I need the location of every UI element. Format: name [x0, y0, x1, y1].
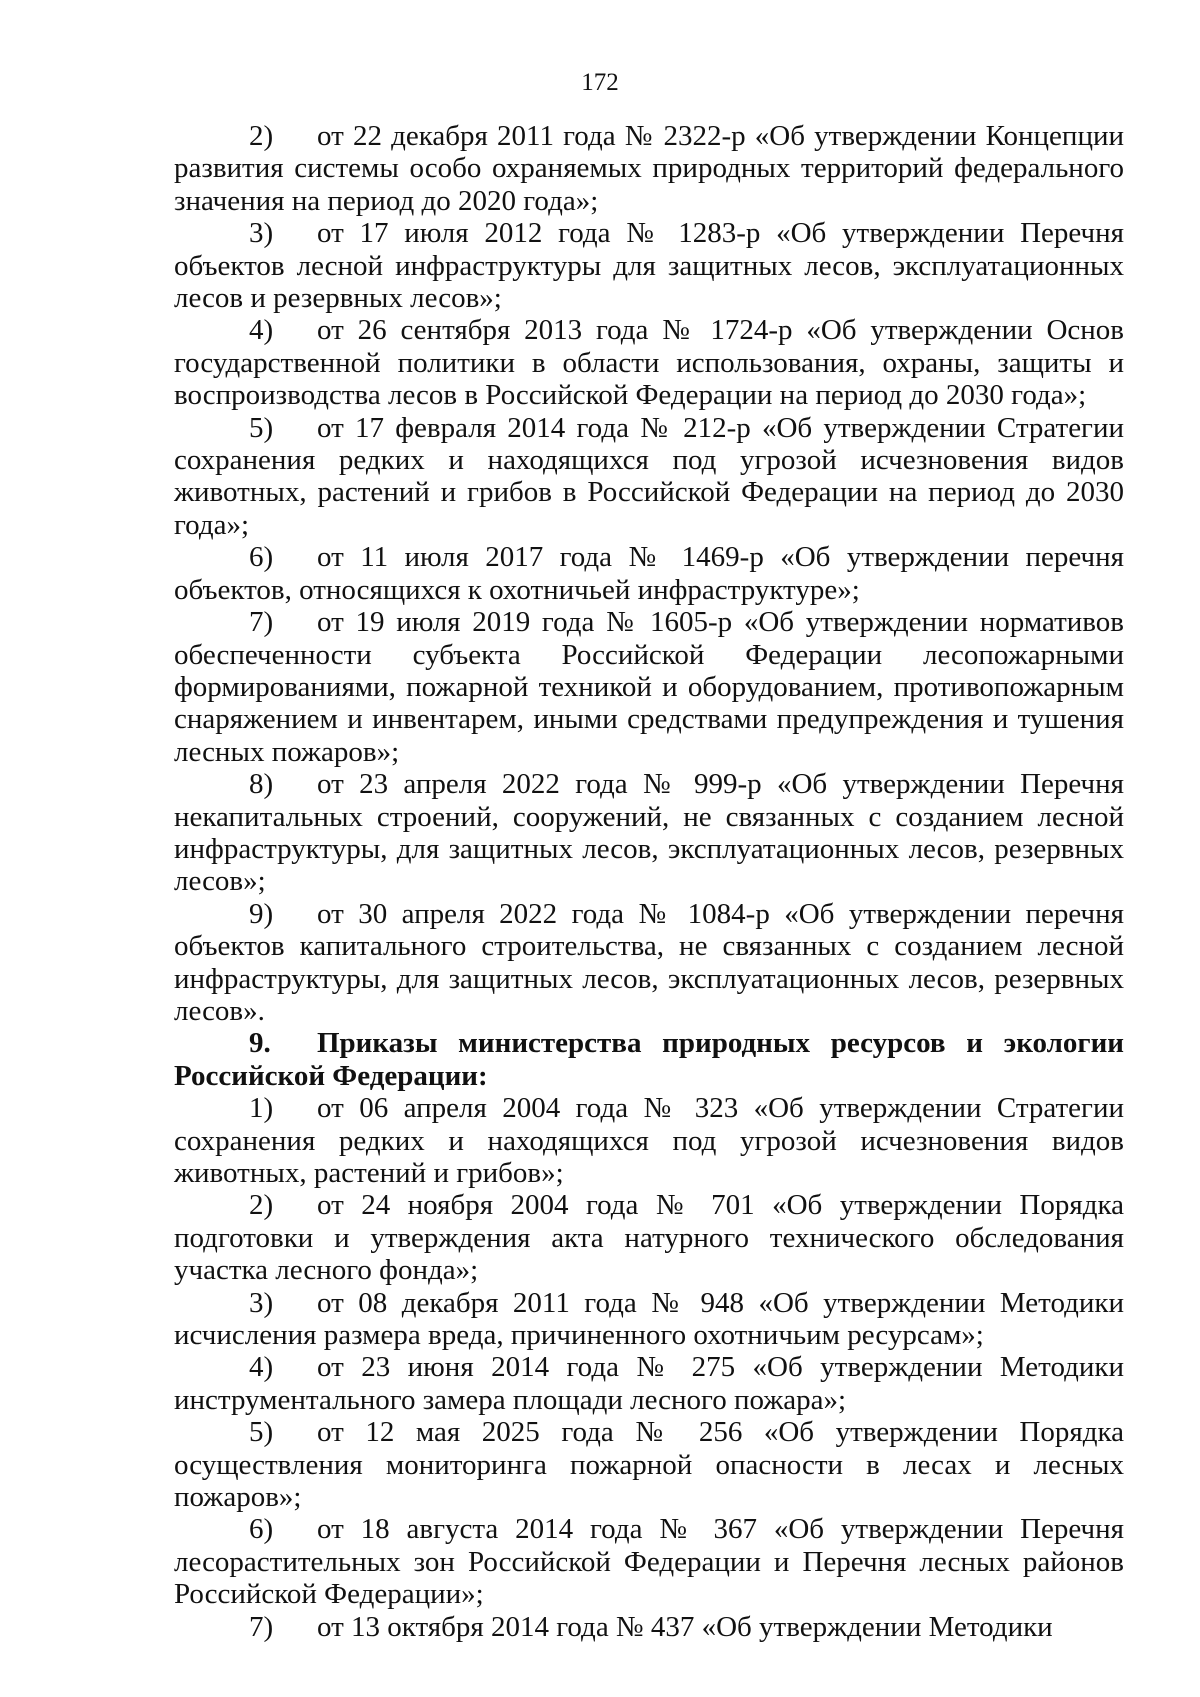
item-number: 3)	[249, 1286, 274, 1319]
section-number: 9.	[249, 1027, 271, 1060]
item-text: от 23 апреля 2022 года № 999-р «Об утверждении Перечня некапитальных строений, сооружений, не связанных с созданием лесной инфраструктуры, для защитных лесов, эксплуатационных лесов, резервных лесов»;	[174, 768, 1124, 898]
list-item	[174, 1189, 1124, 1286]
item-number: 1)	[249, 1092, 274, 1125]
section-heading	[174, 1027, 1124, 1092]
item-text: от 19 июля 2019 года № 1605-р «Об утверждении нормативов обеспеченности субъекта Российской Федерации лесопожарными формированиями, пожарной техникой и оборудованием, противопожарным снаряжением и инвентарем, иными средствами предупреждения и тушения лесных пожаров»;	[174, 606, 1124, 768]
item-text: от 26 сентября 2013 года № 1724-р «Об утверждении Основ государственной политики в области использования, охраны, защиты и воспроизводства лесов в Российской Федерации на период до 2030 года»;	[174, 314, 1124, 412]
item-number: 7)	[249, 1610, 274, 1643]
list-item	[174, 412, 1124, 542]
item-number: 2)	[249, 120, 274, 152]
item-number: 9)	[249, 897, 274, 930]
item-number: 3)	[249, 217, 274, 250]
item-number: 8)	[249, 768, 274, 801]
list-item	[174, 1611, 1124, 1643]
item-text: от 18 августа 2014 года № 367 «Об утверждении Перечня лесорастительных зон Российской Федерации и Перечня лесных районов Российской Федерации»;	[174, 1513, 1124, 1611]
item-number: 4)	[249, 314, 274, 347]
item-text: от 17 февраля 2014 года № 212-р «Об утверждении Стратегии сохранения редких и находящихся под угрозой исчезновения видов животных, растений и грибов в Российской Федерации на период до 2030 года»;	[174, 411, 1124, 541]
list-item	[174, 768, 1124, 898]
list-item	[174, 1287, 1124, 1352]
section-title: Приказы министерства природных ресурсов и экологии Российской Федерации:	[174, 1027, 1124, 1092]
list-item	[174, 1416, 1124, 1513]
item-text: от 24 ноября 2004 года № 701 «Об утверждении Порядка подготовки и утверждения акта натурного технического обследования участка лесного фонда»;	[174, 1189, 1124, 1287]
list-item	[174, 1092, 1124, 1189]
page-number: 172	[581, 69, 619, 96]
list-item	[174, 120, 1124, 217]
item-text: от 23 июня 2014 года № 275 «Об утверждении Методики инструментального замера площади лесного пожара»;	[174, 1351, 1124, 1416]
item-text: от 13 октября 2014 года № 437 «Об утверждении Методики	[317, 1610, 1053, 1643]
item-number: 2)	[249, 1189, 274, 1222]
item-number: 6)	[249, 1513, 274, 1546]
item-number: 6)	[249, 541, 274, 574]
list-item	[174, 217, 1124, 314]
item-number: 4)	[249, 1351, 274, 1384]
item-text: от 22 декабря 2011 года № 2322-р «Об утверждении Концепции развития системы особо охраняемых природных территорий федерального значения на период до 2020 года»;	[174, 120, 1124, 217]
document-body	[174, 120, 1124, 1643]
item-text: от 11 июля 2017 года № 1469-р «Об утверждении перечня объектов, относящихся к охотничьей инфраструктуре»;	[174, 541, 1124, 606]
item-number: 5)	[249, 411, 274, 444]
list-item	[174, 541, 1124, 606]
item-text: от 06 апреля 2004 года № 323 «Об утверждении Стратегии сохранения редких и находящихся под угрозой исчезновения видов животных, растений и грибов»;	[174, 1092, 1124, 1189]
item-text: от 30 апреля 2022 года № 1084-р «Об утверждении перечня объектов капитального строительства, не связанных с созданием лесной инфраструктуры, для защитных лесов, эксплуатационных лесов, резервных лесов».	[174, 897, 1124, 1027]
item-number: 7)	[249, 606, 274, 639]
item-number: 5)	[249, 1416, 274, 1449]
list-item	[174, 606, 1124, 768]
list-item	[174, 314, 1124, 411]
list-item	[174, 1513, 1124, 1610]
item-text: от 17 июля 2012 года № 1283-р «Об утверждении Перечня объектов лесной инфраструктуры для защитных лесов, эксплуатационных лесов и резервных лесов»;	[174, 217, 1124, 315]
item-text: от 08 декабря 2011 года № 948 «Об утверждении Методики исчисления размера вреда, причиненного охотничьим ресурсам»;	[174, 1286, 1124, 1352]
list-item	[174, 898, 1124, 1028]
item-text: от 12 мая 2025 года № 256 «Об утверждении Порядка осуществления мониторинга пожарной опасности в лесах и лесных пожаров»;	[174, 1416, 1124, 1514]
list-item	[174, 1351, 1124, 1416]
